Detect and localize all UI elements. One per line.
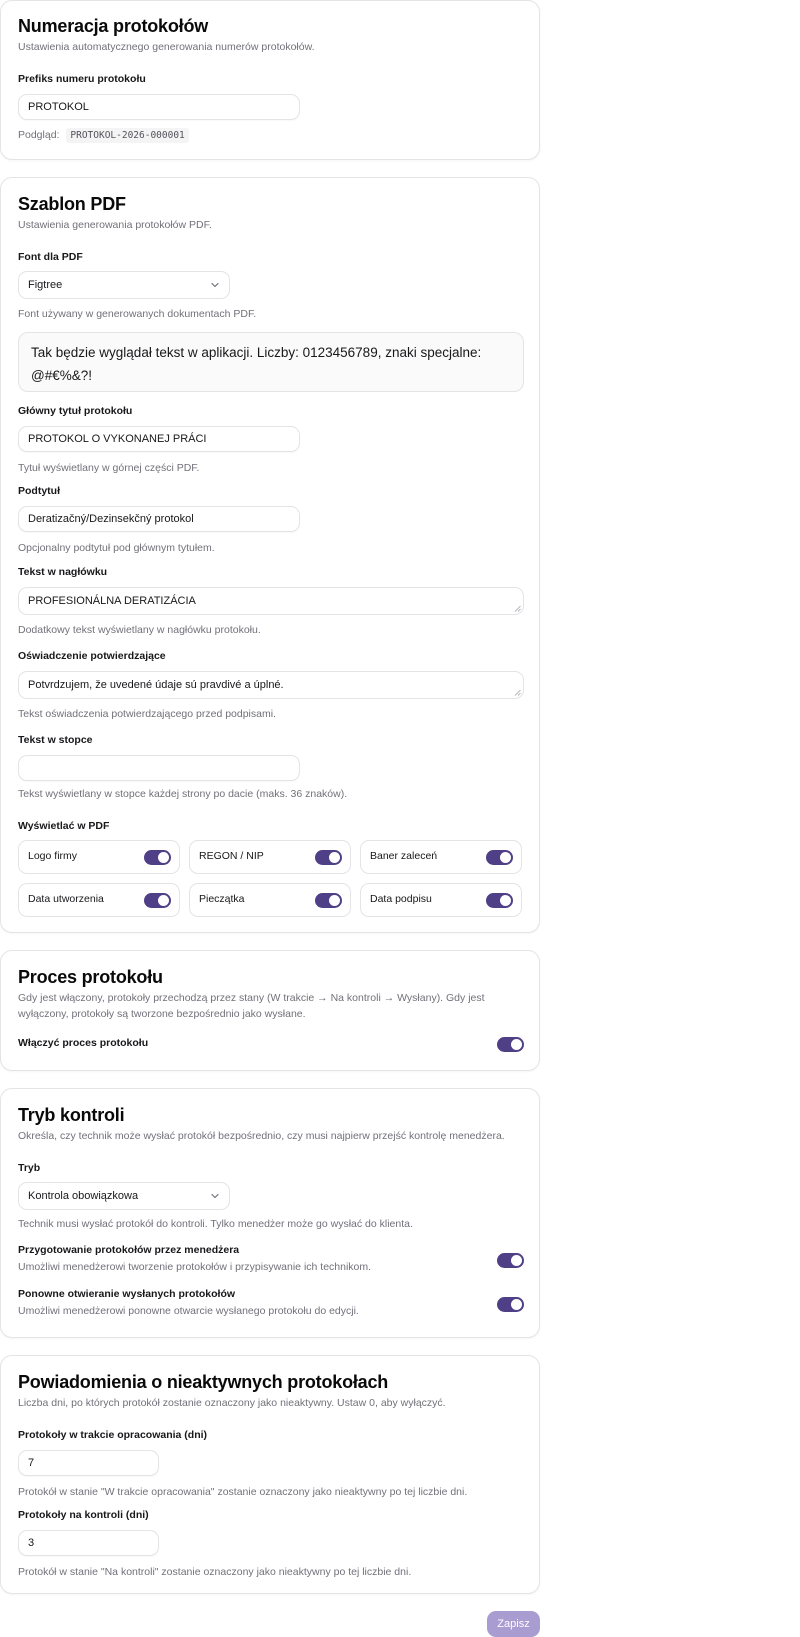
statement-label: Oświadczenie potwierdzające — [18, 650, 166, 662]
control-description: Określa, czy technik może wysłać protokół bezpośrednio, czy musi najpierw przejść kontrolę menedżera. — [18, 1130, 505, 1142]
toggle-data-podpisu[interactable] — [360, 883, 522, 917]
process-title: Proces protokołu — [18, 967, 163, 987]
toggle-label: Baner zaleceń — [370, 850, 438, 862]
review-days-input[interactable]: 3 — [18, 1530, 159, 1556]
inactive-notifications-card — [0, 1355, 540, 1594]
subtitle-input[interactable]: Deratizačný/Dezinsekčný protokol — [18, 506, 300, 532]
header-text-value: PROFESIONÁLNA DERATIZÁCIA — [28, 595, 196, 607]
reopen-switch[interactable] — [497, 1297, 524, 1312]
numbering-description: Ustawienia automatycznego generowania numerów protokołów. — [18, 41, 315, 53]
reopen-hint: Umożliwi menedżerowi ponowne otwarcie wysłanego protokołu do edycji. — [18, 1305, 359, 1317]
header-text-textarea[interactable] — [18, 587, 524, 615]
footer-label: Tekst w stopce — [18, 734, 93, 746]
prefix-label: Prefiks numeru protokołu — [18, 73, 146, 85]
toggle-switch[interactable] — [315, 850, 342, 865]
preview-row — [18, 129, 189, 141]
toggle-label: Data utworzenia — [28, 893, 104, 905]
manager-prep-label: Przygotowanie protokołów przez menedżera — [18, 1244, 240, 1256]
subtitle-hint: Opcjonalny podtytuł pod głównym tytułem. — [18, 542, 215, 554]
footer-hint: Tekst wyświetlany w stopce każdej strony po dacie (maks. 36 znaków). — [18, 788, 348, 800]
chevron-down-icon — [210, 1191, 220, 1201]
toggle-label: REGON / NIP — [199, 850, 264, 862]
review-hint: Protokół w stanie "Na kontroli" zostanie oznaczony jako nieaktywny po tej liczbie dni. — [18, 1566, 412, 1578]
reopen-label: Ponowne otwieranie wysłanych protokołów — [18, 1288, 236, 1300]
statement-textarea[interactable] — [18, 671, 524, 699]
preview-value: PROTOKOL-2026-000001 — [66, 128, 188, 143]
toggle-label: Pieczątka — [199, 893, 245, 905]
toggle-label: Logo firmy — [28, 850, 78, 862]
statement-hint: Tekst oświadczenia potwierdzającego przed podpisami. — [18, 708, 276, 720]
review-label: Protokoły na kontroli (dni) — [18, 1509, 149, 1521]
pdf-title: Szablon PDF — [18, 194, 126, 214]
process-description: Gdy jest włączony, protokoły przechodzą przez stany (W trakcie → Na kontroli → Wysłany). Gdy jest wyłączony, protokoły są tworzone bezpośrednio jako wysłane. — [18, 992, 485, 1020]
drafting-days-input[interactable]: 7 — [18, 1450, 159, 1476]
font-hint: Font używany w generowanych dokumentach PDF. — [18, 308, 257, 320]
process-enable-label: Włączyć proces protokołu — [18, 1037, 149, 1049]
main-title-input[interactable]: PROTOKOL O VYKONANEJ PRÁCI — [18, 426, 300, 452]
numbering-title: Numeracja protokołów — [18, 16, 209, 36]
main-title-label: Główny tytuł protokołu — [18, 405, 133, 417]
statement-value: Potvrdzujem, že uvedené údaje sú pravdivé a úplné. — [28, 679, 284, 691]
mode-hint: Technik musi wysłać protokół do kontroli. Tylko menedżer może go wysłać do klienta. — [18, 1218, 413, 1230]
toggle-switch[interactable] — [486, 850, 513, 865]
resize-handle-icon[interactable] — [514, 605, 521, 612]
header-text-hint: Dodatkowy tekst wyświetlany w nagłówku protokołu. — [18, 624, 261, 636]
toggle-baner-zalecen[interactable] — [360, 840, 522, 874]
control-mode-card — [0, 1088, 540, 1338]
chevron-down-icon — [210, 280, 220, 290]
mode-label: Tryb — [18, 1162, 41, 1174]
mode-select[interactable] — [18, 1182, 230, 1210]
save-button[interactable]: Zapisz — [487, 1611, 540, 1637]
font-label: Font dla PDF — [18, 251, 83, 263]
inactive-description: Liczba dni, po których protokół zostanie oznaczony jako nieaktywny. Ustaw 0, aby wyłączyć. — [18, 1397, 446, 1409]
toggle-switch[interactable] — [144, 893, 171, 908]
main-title-hint: Tytuł wyświetlany w górnej części PDF. — [18, 462, 200, 474]
font-select-value: Figtree — [28, 279, 63, 291]
toggle-switch[interactable] — [144, 850, 171, 865]
process-card — [0, 950, 540, 1071]
display-in-pdf-label: Wyświetlać w PDF — [18, 820, 110, 832]
toggle-data-utworzenia[interactable] — [18, 883, 180, 917]
font-sample-preview: Tak będzie wyglądał tekst w aplikacji. Liczby: 0123456789, znaki specjalne: @#€%&?! — [18, 332, 524, 392]
mode-select-value: Kontrola obowiązkowa — [28, 1190, 139, 1202]
header-text-label: Tekst w nagłówku — [18, 566, 108, 578]
drafting-hint: Protokół w stanie "W trakcie opracowania" zostanie oznaczony jako nieaktywny po tej liczbie dni. — [18, 1486, 468, 1498]
control-title: Tryb kontroli — [18, 1105, 125, 1125]
numbering-card — [0, 0, 540, 160]
manager-prep-hint: Umożliwi menedżerowi tworzenie protokołów i przypisywanie ich technikom. — [18, 1261, 372, 1273]
toggle-pieczatka[interactable] — [189, 883, 351, 917]
subtitle-label: Podtytuł — [18, 485, 60, 497]
toggle-logo-firmy[interactable] — [18, 840, 180, 874]
manager-prep-switch[interactable] — [497, 1253, 524, 1268]
inactive-title: Powiadomienia o nieaktywnych protokołach — [18, 1372, 389, 1392]
footer-input[interactable] — [18, 755, 300, 781]
pdf-description: Ustawienia generowania protokołów PDF. — [18, 219, 212, 231]
toggle-switch[interactable] — [315, 893, 342, 908]
prefix-input[interactable]: PROTOKOL — [18, 94, 300, 120]
drafting-label: Protokoły w trakcie opracowania (dni) — [18, 1429, 208, 1441]
preview-label: Podgląd: — [18, 129, 60, 141]
toggle-switch[interactable] — [486, 893, 513, 908]
process-enable-switch[interactable] — [497, 1037, 524, 1052]
font-select[interactable] — [18, 271, 230, 299]
pdf-template-card — [0, 177, 540, 933]
toggle-label: Data podpisu — [370, 893, 432, 905]
resize-handle-icon[interactable] — [514, 689, 521, 696]
toggle-regon-nip[interactable] — [189, 840, 351, 874]
